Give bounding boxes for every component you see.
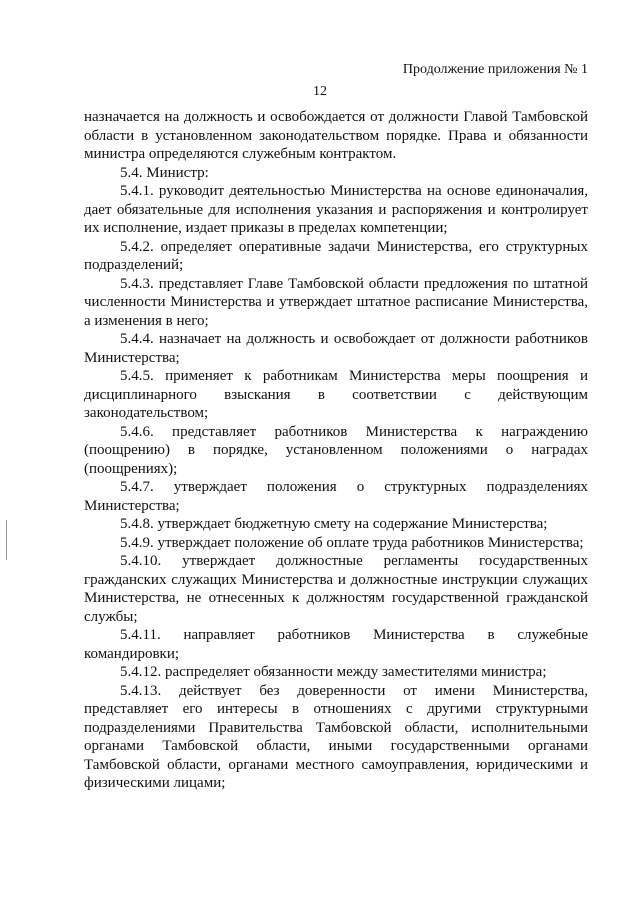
paragraph: 5.4.5. применяет к работникам Министерства меры поощрения и дисциплинарного взыскания в соответствии с действующим законодательством; <box>84 368 588 421</box>
page-number: 12 <box>313 84 327 99</box>
paragraph: 5.4. Министр: <box>120 164 209 181</box>
paragraph: 5.4.6. представляет работников Министерства к награждению (поощрению) в порядке, установленном положениями о наградах (поощрениях); <box>84 423 588 477</box>
appendix-continuation-note: Продолжение приложения № 1 <box>402 62 588 77</box>
scan-margin-mark <box>6 520 7 560</box>
paragraph: 5.4.7. утверждает положения о структурных подразделениях Министерства; <box>84 479 588 514</box>
paragraph: 5.4.8. утверждает бюджетную смету на содержание Министерства; <box>120 516 548 532</box>
paragraph: 5.4.12. распределяет обязанности между заместителями министра; <box>120 664 547 680</box>
paragraph: 5.4.4. назначает на должность и освобождает от должности работников Министерства; <box>84 331 588 366</box>
paragraph: назначается на должность и освобождается от должности Главой Тамбовской области в установленном законодательством порядке. Права и обязанности министра определяются служебным контрактом. <box>84 109 588 162</box>
paragraph: 5.4.11. направляет работников Министерства в служебные командировки; <box>84 627 588 662</box>
paragraph: 5.4.1. руководит деятельностью Министерства на основе единоначалия, дает обязательные для исполнения указания и распоряжения и контролирует их исполнение, издает приказы в пределах компетенции; <box>84 183 588 236</box>
paragraph: 5.4.10. утверждает должностные регламенты государственных гражданских служащих Министерства и должностные инструкции служащих Министерства, не отнесенных к должностям государственной гражданской службы; <box>84 553 588 625</box>
paragraph: 5.4.13. действует без доверенности от имени Министерства, представляет его интересы в отношениях с другими структурными подразделениями Правительства Тамбовской области, исполнительными органами Тамбовской области, иными государственными органами Тамбовской области, органами местного самоуправления, юридическими и физическими лицами; <box>84 682 588 791</box>
paragraph: 5.4.9. утверждает положение об оплате труда работников Министерства; <box>120 534 584 551</box>
document-body <box>84 108 588 793</box>
paragraph: 5.4.3. представляет Главе Тамбовской области предложения по штатной численности Министерства и утверждает штатное расписание Министерства, а изменения в него; <box>84 275 588 329</box>
paragraph: 5.4.2. определяет оперативные задачи Министерства, его структурных подразделений; <box>84 238 588 273</box>
